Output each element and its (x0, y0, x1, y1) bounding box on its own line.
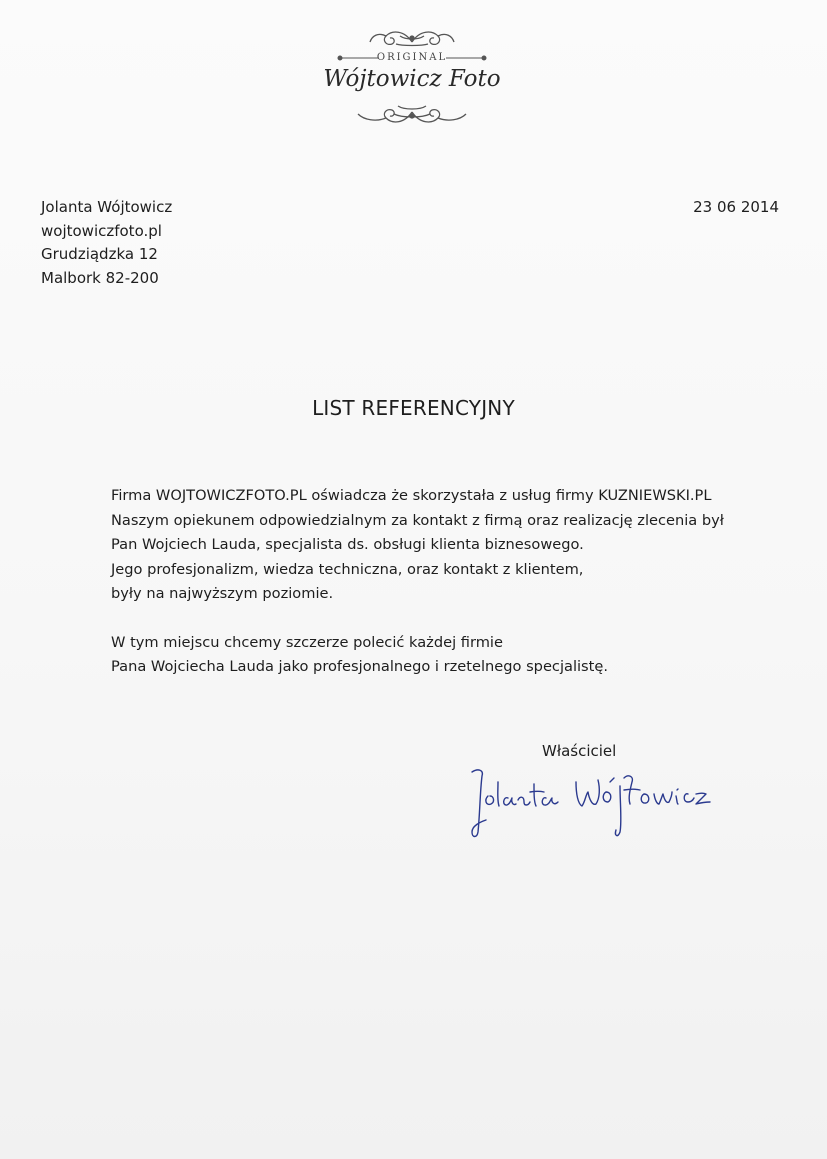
logo-original-text: ORIGINAL (376, 52, 448, 63)
sender-street: Grudziądzka 12 (41, 245, 158, 263)
company-logo (312, 28, 512, 128)
logo-brand-name: Wójtowicz Foto (323, 66, 501, 92)
letter-title: LIST REFERENCYJNY (312, 396, 515, 420)
body-line: były na najwyższym poziomie. (111, 585, 334, 602)
sender-name: Jolanta Wójtowicz (41, 198, 173, 216)
signature-icon (458, 762, 718, 852)
letter-body (111, 484, 724, 680)
body-line: Pan Wojciech Lauda, specjalista ds. obsługi klienta biznesowego. (111, 536, 584, 553)
paragraph-gap (111, 607, 724, 631)
sender-address (41, 196, 172, 290)
sender-city: Malbork 82-200 (41, 268, 159, 287)
body-line: Naszym opiekunem odpowiedzialnym za kontakt z firmą oraz realizację zlecenia był (111, 511, 724, 529)
sender-website: wojtowiczfoto.pl (41, 221, 162, 240)
body-line: W tym miejscu chcemy szczerze polecić każdej firmie (111, 633, 503, 651)
signatory-role: Właściciel (542, 742, 617, 760)
handwritten-signature (458, 762, 718, 852)
letter-date: 23 06 2014 (693, 198, 779, 216)
body-line: Firma WOJTOWICZFOTO.PL oświadcza że skorzystała z usług firmy KUZNIEWSKI.PL (111, 487, 712, 504)
body-line: Jego profesjonalizm, wiedza techniczna, oraz kontakt z klientem, (111, 560, 584, 578)
body-line: Pana Wojciecha Lauda jako profesjonalnego i rzetelnego specjalistę. (111, 658, 608, 675)
